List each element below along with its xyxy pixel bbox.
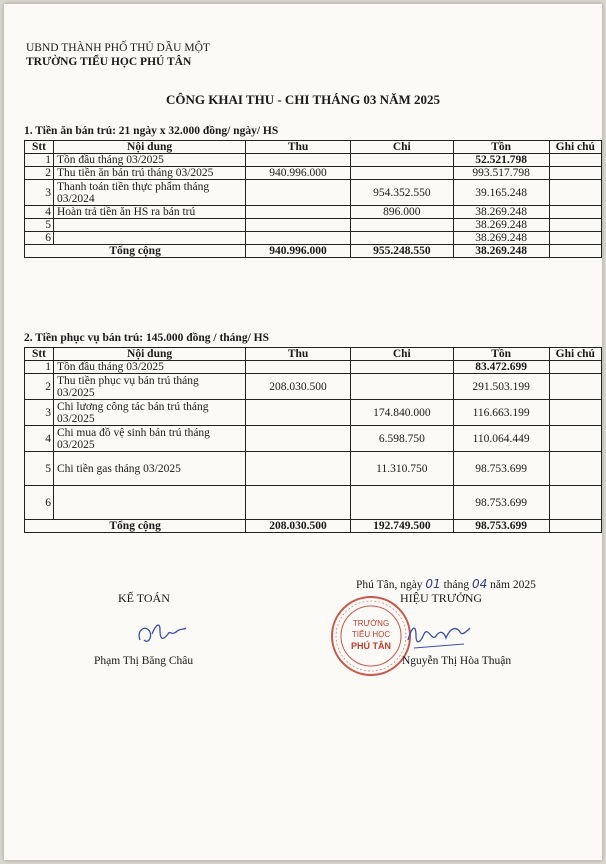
row-chi	[350, 154, 453, 167]
principal-signature-icon	[404, 614, 474, 654]
row-noidung	[53, 374, 245, 400]
row-thu	[246, 219, 351, 232]
row-stt: 1	[25, 154, 54, 167]
row-thu	[246, 452, 351, 486]
col-header-chi: Chi	[350, 141, 453, 154]
row-noidung-line1: Chi lương công tác bán trú tháng	[56, 400, 209, 413]
col-header-thu: Thu	[246, 141, 351, 154]
section1-table	[24, 140, 602, 258]
row-ton: 38.269.248	[453, 219, 549, 232]
row-ton: 291.503.199	[453, 374, 549, 400]
row-chi: 174.840.000	[350, 400, 453, 426]
row-ghichu	[549, 219, 601, 232]
row-chi: 954.352.550	[350, 180, 453, 206]
row-noidung-line2: 03/2024	[56, 192, 95, 205]
row-noidung	[53, 167, 245, 180]
stamp-line2: TIỂU HỌC	[351, 630, 391, 639]
row-chi	[350, 232, 453, 245]
table-row	[25, 206, 602, 219]
col-header-chi: Chi	[350, 348, 453, 361]
table-row	[25, 374, 602, 400]
section2-heading: 2. Tiền phục vụ bán trú: 145.000 đồng / tháng/ HS	[24, 332, 269, 344]
col-header-thu: Thu	[246, 348, 351, 361]
accountant-name: Phạm Thị Băng Châu	[94, 655, 194, 667]
table-row	[25, 180, 602, 206]
total-label: Tổng cộng	[25, 245, 246, 258]
date-day: 01	[425, 577, 441, 591]
row-thu	[246, 154, 351, 167]
row-stt: 4	[25, 426, 54, 452]
row-noidung-line2: 03/2025	[56, 386, 95, 399]
row-noidung	[53, 486, 245, 520]
row-ton: 38.269.248	[453, 232, 549, 245]
col-header-stt: Stt	[25, 348, 54, 361]
row-noidung-line1: Chi tiền gas tháng 03/2025	[56, 462, 181, 475]
row-stt: 3	[25, 400, 54, 426]
row-chi	[350, 167, 453, 180]
row-noidung	[53, 452, 245, 486]
row-stt: 2	[25, 167, 54, 180]
row-noidung	[53, 154, 245, 167]
col-header-noidung: Nội dung	[53, 141, 245, 154]
table-row	[25, 426, 602, 452]
row-noidung	[53, 361, 245, 374]
row-ton: 116.663.199	[453, 400, 549, 426]
org-name: UBND THÀNH PHỐ THỦ DẦU MỘT	[26, 42, 210, 54]
total-row	[25, 520, 602, 533]
col-header-ton: Tồn	[453, 348, 549, 361]
row-noidung	[53, 400, 245, 426]
total-chi: 192.749.500	[350, 520, 453, 533]
row-noidung-line2: 03/2025	[56, 438, 95, 451]
row-stt: 4	[25, 206, 54, 219]
row-noidung-line2: 03/2025	[56, 412, 95, 425]
row-noidung-line1: Tồn đầu tháng 03/2025	[56, 361, 164, 373]
school-name: TRƯỜNG TIỂU HỌC PHÚ TÂN	[26, 56, 192, 68]
date-month-label: tháng	[443, 579, 470, 591]
row-ghichu	[549, 452, 601, 486]
total-ghichu	[549, 520, 601, 533]
row-thu: 208.030.500	[246, 374, 351, 400]
total-ton: 98.753.699	[453, 520, 549, 533]
date-month: 04	[472, 577, 488, 591]
row-stt: 5	[25, 219, 54, 232]
stamp-line1: TRƯỜNG	[352, 619, 390, 628]
row-thu	[246, 232, 351, 245]
total-row	[25, 245, 602, 258]
col-header-ghichu: Ghi chú	[549, 348, 601, 361]
row-noidung-line1: Thu tiền ăn bán trú tháng 03/2025	[56, 167, 214, 179]
accountant-title: KẾ TOÁN	[118, 591, 170, 605]
row-noidung	[53, 180, 245, 206]
row-thu	[246, 361, 351, 374]
table-row	[25, 219, 602, 232]
row-ton: 83.472.699	[453, 361, 549, 374]
table-row	[25, 167, 602, 180]
table-header-row	[25, 348, 602, 361]
row-noidung-line1: Chi mua đồ vệ sinh bán trú tháng	[56, 426, 210, 439]
row-thu	[246, 206, 351, 219]
table-row	[25, 361, 602, 374]
col-header-noidung: Nội dung	[53, 348, 245, 361]
table-row	[25, 452, 602, 486]
row-stt: 2	[25, 374, 54, 400]
table-row	[25, 486, 602, 520]
row-chi	[350, 361, 453, 374]
row-thu	[246, 426, 351, 452]
total-thu: 208.030.500	[246, 520, 351, 533]
stamp-line3: PHÚ TÂN	[351, 641, 391, 651]
row-stt: 1	[25, 361, 54, 374]
row-noidung	[53, 219, 245, 232]
table-header-row	[25, 141, 602, 154]
total-ghichu	[549, 245, 601, 258]
row-chi: 6.598.750	[350, 426, 453, 452]
row-ton: 98.753.699	[453, 486, 549, 520]
row-ghichu	[549, 206, 601, 219]
school-stamp-icon	[329, 594, 413, 678]
row-ton: 98.753.699	[453, 452, 549, 486]
date-prefix: Phú Tân, ngày	[356, 579, 423, 591]
row-ton: 110.064.449	[453, 426, 549, 452]
row-noidung-line1: Tồn đầu tháng 03/2025	[56, 154, 164, 166]
table-row	[25, 232, 602, 245]
row-noidung-line1: Thu tiền phục vụ bán trú tháng	[56, 374, 199, 387]
row-noidung	[53, 206, 245, 219]
row-ghichu	[549, 426, 601, 452]
row-stt: 6	[25, 486, 54, 520]
col-header-stt: Stt	[25, 141, 54, 154]
date-line	[356, 577, 536, 591]
row-noidung-line1: Thanh toán tiền thực phẩm tháng	[56, 180, 210, 193]
row-ghichu	[549, 232, 601, 245]
row-ghichu	[549, 486, 601, 520]
row-ton: 993.517.798	[453, 167, 549, 180]
section2-table	[24, 347, 602, 533]
row-ghichu	[549, 361, 601, 374]
table-row	[25, 400, 602, 426]
total-chi: 955.248.550	[350, 245, 453, 258]
row-stt: 5	[25, 452, 54, 486]
row-chi: 896.000	[350, 206, 453, 219]
row-noidung-line1: Hoàn trả tiền ăn HS ra bán trú	[56, 206, 196, 218]
row-thu: 940.996.000	[246, 167, 351, 180]
document-page	[4, 4, 602, 860]
row-chi	[350, 486, 453, 520]
row-stt: 6	[25, 232, 54, 245]
section1-heading: 1. Tiền ăn bán trú: 21 ngày x 32.000 đồng/ ngày/ HS	[24, 125, 279, 137]
row-noidung	[53, 426, 245, 452]
row-thu	[246, 486, 351, 520]
row-ghichu	[549, 154, 601, 167]
row-chi	[350, 219, 453, 232]
total-ton: 38.269.248	[453, 245, 549, 258]
row-ghichu	[549, 374, 601, 400]
row-chi: 11.310.750	[350, 452, 453, 486]
row-thu	[246, 180, 351, 206]
row-ghichu	[549, 180, 601, 206]
date-year: năm 2025	[490, 579, 536, 591]
document-title: CÔNG KHAI THU - CHI THÁNG 03 NĂM 2025	[166, 92, 440, 107]
total-thu: 940.996.000	[246, 245, 351, 258]
row-ghichu	[549, 400, 601, 426]
row-ton: 39.165.248	[453, 180, 549, 206]
row-noidung	[53, 232, 245, 245]
row-thu	[246, 400, 351, 426]
accountant-signature-icon	[132, 616, 192, 652]
row-stt: 3	[25, 180, 54, 206]
principal-title: HIỆU TRƯỞNG	[400, 591, 483, 605]
row-ghichu	[549, 167, 601, 180]
row-ton: 52.521.798	[453, 154, 549, 167]
total-label: Tổng cộng	[25, 520, 246, 533]
row-chi	[350, 374, 453, 400]
col-header-ton: Tồn	[453, 141, 549, 154]
row-ton: 38.269.248	[453, 206, 549, 219]
table-row	[25, 154, 602, 167]
principal-name: Nguyễn Thị Hòa Thuận	[402, 655, 512, 667]
col-header-ghichu: Ghi chú	[549, 141, 601, 154]
